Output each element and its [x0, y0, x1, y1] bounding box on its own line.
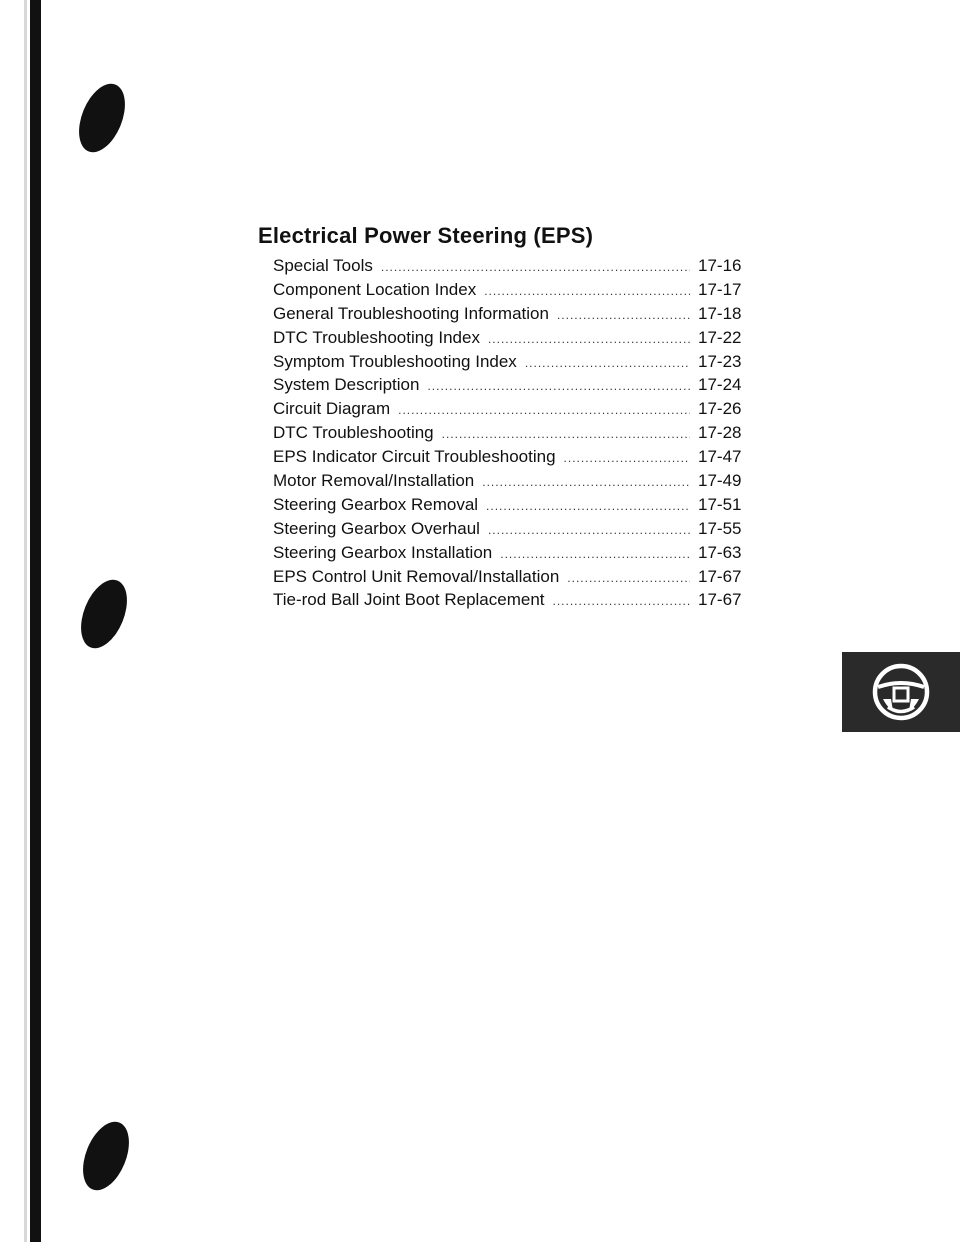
dot-leader	[427, 375, 690, 399]
dot-leader	[500, 543, 690, 567]
toc-entry-page: 17-17	[698, 279, 742, 299]
dot-leader	[567, 567, 690, 591]
dot-leader	[381, 256, 690, 280]
dot-leader	[564, 447, 690, 471]
table-of-contents	[258, 222, 750, 612]
toc-entry[interactable]	[273, 493, 750, 517]
toc-entry[interactable]	[273, 421, 750, 445]
toc-entry[interactable]	[273, 565, 750, 589]
toc-entry-page: 17-23	[698, 351, 742, 371]
dot-leader	[486, 495, 690, 519]
toc-entry[interactable]	[273, 302, 750, 326]
toc-entry-label: DTC Troubleshooting	[273, 423, 434, 443]
toc-entry-label: System Description	[273, 375, 420, 395]
toc-entry-label: Component Location Index	[273, 279, 477, 299]
punch-hole-top	[70, 77, 134, 159]
toc-entry-page: 17-24	[698, 375, 742, 395]
toc-entry-label: Circuit Diagram	[273, 399, 391, 419]
toc-entry[interactable]	[273, 469, 750, 493]
toc-entry[interactable]	[273, 445, 750, 469]
dot-leader	[398, 399, 690, 423]
toc-entry-page: 17-47	[698, 447, 742, 467]
dot-leader	[482, 471, 690, 495]
toc-entry[interactable]	[273, 373, 750, 397]
toc-entry-label: Motor Removal/Installation	[273, 471, 475, 491]
toc-entry-page: 17-63	[698, 542, 742, 562]
binding-edge	[30, 0, 41, 1242]
dot-leader	[442, 423, 690, 447]
toc-entry-label: Steering Gearbox Installation	[273, 542, 493, 562]
toc-entry-page: 17-51	[698, 494, 742, 514]
toc-entry-label: Steering Gearbox Overhaul	[273, 518, 480, 538]
dot-leader	[484, 280, 690, 304]
dot-leader	[488, 519, 690, 543]
toc-entry-page: 17-67	[698, 566, 742, 586]
toc-entry-page: 17-16	[698, 256, 742, 275]
dot-leader	[525, 352, 690, 376]
dot-leader	[557, 304, 690, 328]
toc-entry-page: 17-55	[698, 518, 742, 538]
toc-entry-label: Steering Gearbox Removal	[273, 494, 479, 514]
toc-entry[interactable]	[273, 254, 750, 278]
toc-entry-label: EPS Indicator Circuit Troubleshooting	[273, 447, 556, 467]
toc-entry-page: 17-22	[698, 327, 742, 347]
steering-wheel-icon	[870, 661, 932, 723]
toc-entry[interactable]	[273, 397, 750, 421]
dot-leader	[553, 590, 690, 614]
toc-entry-label: EPS Control Unit Removal/Installation	[273, 566, 560, 586]
toc-entry-page: 17-18	[698, 303, 742, 323]
toc-entry[interactable]	[273, 588, 750, 612]
punch-hole-middle	[72, 573, 136, 655]
binding-shadow	[24, 0, 27, 1242]
toc-entry[interactable]	[273, 350, 750, 374]
toc-list	[258, 254, 750, 612]
toc-entry-label: Tie-rod Ball Joint Boot Replacement	[273, 590, 545, 610]
toc-entry-page: 17-26	[698, 399, 742, 419]
toc-entry[interactable]	[273, 278, 750, 302]
dot-leader	[488, 328, 690, 352]
punch-hole-bottom	[74, 1115, 138, 1197]
toc-entry[interactable]	[273, 517, 750, 541]
toc-entry-label: DTC Troubleshooting Index	[273, 327, 480, 347]
toc-entry-label: General Troubleshooting Information	[273, 303, 549, 323]
toc-entry-page: 17-67	[698, 590, 742, 610]
section-title: Electrical Power Steering (EPS)	[258, 223, 594, 248]
toc-entry[interactable]	[273, 541, 750, 565]
section-tab[interactable]	[842, 652, 960, 732]
toc-entry[interactable]	[273, 326, 750, 350]
toc-entry-label: Special Tools	[273, 256, 373, 275]
toc-entry-label: Symptom Troubleshooting Index	[273, 351, 517, 371]
toc-entry-page: 17-49	[698, 471, 742, 491]
toc-entry-page: 17-28	[698, 423, 742, 443]
